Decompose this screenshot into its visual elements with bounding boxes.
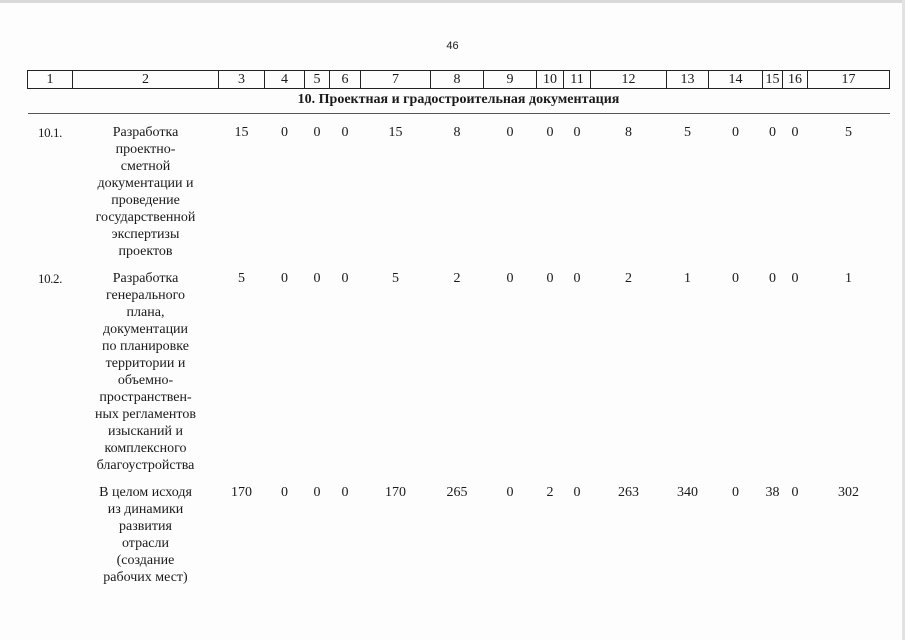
column-header-8: 8 (431, 71, 484, 89)
cell-value-col-17: 1 (845, 271, 852, 286)
row-name-line: развития (119, 519, 172, 534)
table-row (28, 114, 890, 261)
cell-value-col-13: 5 (684, 125, 691, 140)
row-name-line: проектов (118, 244, 173, 259)
cell-value-col-17: 5 (845, 125, 852, 140)
cell-value-col-14: 0 (732, 125, 739, 140)
table-row (28, 474, 890, 586)
row-name-line: Разработка (112, 125, 179, 140)
column-header-12: 12 (591, 71, 667, 89)
row-name-line: проведение (111, 193, 180, 208)
cell-value-col-15: 0 (769, 125, 776, 140)
column-header-2: 2 (73, 71, 219, 89)
column-header-9: 9 (484, 71, 537, 89)
row-name-line: изысканий и (108, 424, 183, 439)
row-name-line: (создание (116, 553, 175, 568)
column-header-14: 14 (709, 71, 763, 89)
cell-value-col-9: 0 (506, 125, 514, 140)
scan-edge-top (0, 0, 905, 3)
row-name (73, 114, 219, 261)
cell-value-col-13: 1 (684, 271, 691, 286)
column-header-13: 13 (667, 71, 709, 89)
cell-value-col-4: 0 (281, 271, 288, 286)
row-number: 10.2. (37, 271, 62, 286)
cell-value-col-7: 5 (392, 271, 399, 286)
row-name-line: Разработка (112, 271, 179, 286)
cell-value-col-8: 265 (446, 485, 468, 500)
cell-value-col-3: 5 (238, 271, 245, 286)
cell-value-col-6: 0 (341, 485, 349, 500)
cell-value-col-15: 0 (769, 271, 776, 286)
cell-value-col-4: 0 (281, 125, 288, 140)
row-name-line: благоустройства (96, 458, 195, 473)
cell-value-col-10: 2 (546, 485, 554, 500)
cell-value-col-17: 302 (838, 485, 859, 500)
cell-value-col-6: 0 (341, 271, 349, 286)
row-name-line: отрасли (121, 536, 169, 551)
row-name-line: генерального (105, 288, 186, 303)
table-row (28, 260, 890, 474)
page-number: 46 (446, 40, 459, 52)
cell-value-col-12: 8 (625, 125, 632, 140)
cell-value-col-7: 15 (388, 125, 403, 140)
column-header-16: 16 (783, 71, 808, 89)
column-number-header (28, 71, 890, 89)
column-header-10: 10 (537, 71, 564, 89)
row-name-line: плана, (126, 305, 165, 320)
row-name-line: по планировке (102, 339, 189, 354)
cell-value-col-16: 0 (791, 125, 799, 140)
cell-value-col-9: 0 (506, 485, 514, 500)
section-title-row (28, 89, 890, 114)
cell-value-col-8: 2 (453, 271, 461, 286)
row-name-line: сметной (120, 159, 171, 174)
row-name-line: территории и (105, 356, 186, 371)
cell-value-col-14: 0 (732, 485, 739, 500)
cell-value-col-11: 0 (573, 125, 581, 140)
row-name-line: государственной (95, 210, 196, 225)
row-name-line: пространствен- (99, 390, 192, 405)
row-name (73, 260, 219, 474)
row-number (28, 474, 73, 586)
row-name-line: проектно- (115, 142, 176, 157)
cell-value-col-6: 0 (341, 125, 349, 140)
cell-value-col-5: 0 (313, 485, 321, 500)
data-table (27, 70, 890, 586)
section-title: 10. Проектная и градостроительная документация (28, 89, 890, 114)
column-header-17: 17 (808, 71, 890, 89)
cell-value-col-9: 0 (506, 271, 514, 286)
cell-value-col-15: 38 (765, 485, 780, 500)
cell-value-col-16: 0 (791, 485, 799, 500)
column-header-11: 11 (564, 71, 591, 89)
row-name-line: документации и (97, 176, 194, 191)
row-name-line: комплексного (104, 441, 187, 456)
cell-value-col-13: 340 (677, 485, 698, 500)
cell-value-col-16: 0 (791, 271, 799, 286)
row-name-line: экспертизы (111, 227, 180, 242)
cell-value-col-5: 0 (313, 125, 321, 140)
cell-value-col-11: 0 (573, 271, 581, 286)
cell-value-col-3: 170 (231, 485, 252, 500)
cell-value-col-7: 170 (385, 485, 406, 500)
column-header-5: 5 (305, 71, 330, 89)
cell-value-col-12: 2 (625, 271, 632, 286)
cell-value-col-10: 0 (546, 125, 554, 140)
column-header-1: 1 (28, 71, 73, 89)
row-name (73, 474, 219, 586)
cell-value-col-12: 263 (618, 485, 639, 500)
row-name-line: документации (102, 322, 189, 337)
cell-value-col-10: 0 (546, 271, 554, 286)
column-header-15: 15 (763, 71, 783, 89)
cell-value-col-14: 0 (732, 271, 739, 286)
row-name-line: ных регламентов (95, 407, 196, 422)
cell-value-col-4: 0 (281, 485, 288, 500)
column-header-3: 3 (219, 71, 265, 89)
cell-value-col-3: 15 (234, 125, 249, 140)
cell-value-col-11: 0 (573, 485, 581, 500)
column-header-7: 7 (361, 71, 431, 89)
row-name-line: рабочих мест) (103, 570, 188, 585)
row-name-line: объемно- (117, 373, 174, 388)
row-name-line: В целом исходя (99, 485, 192, 500)
cell-value-col-5: 0 (313, 271, 321, 286)
column-header-4: 4 (265, 71, 305, 89)
column-header-6: 6 (330, 71, 361, 89)
row-number: 10.1. (37, 125, 62, 140)
cell-value-col-8: 8 (453, 125, 461, 140)
row-name-line: из динамики (107, 502, 184, 517)
